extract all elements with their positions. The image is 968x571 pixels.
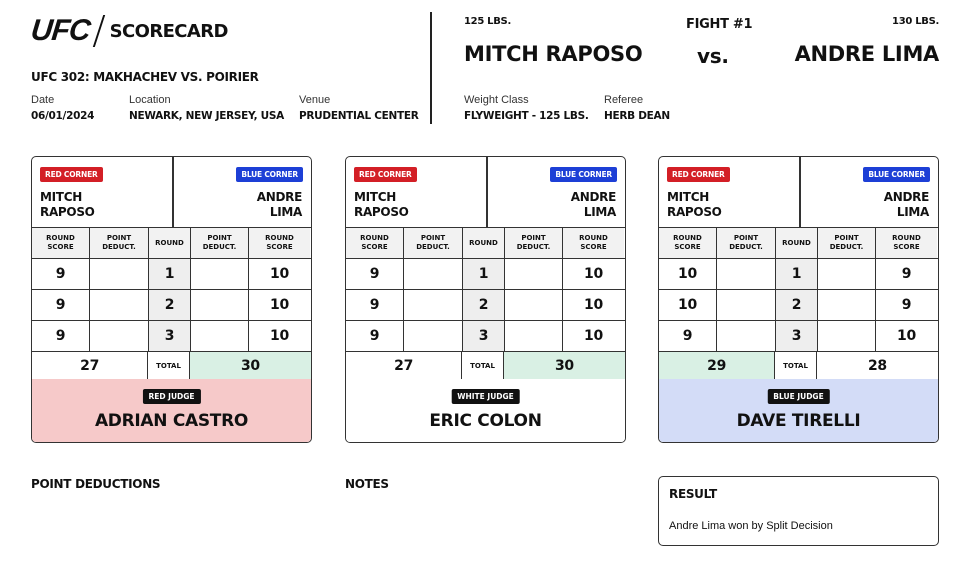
point-deductions-heading: POINT DEDUCTIONS (31, 477, 161, 491)
blue-round-score: 10 (584, 297, 603, 313)
blue-point-deduction (818, 321, 876, 351)
blue-round-score: 9 (901, 266, 912, 282)
judge-area (346, 379, 625, 443)
red-total-score: 29 (659, 352, 775, 380)
location-label: Location (129, 94, 171, 106)
blue-fighter-weight: 130 LBS. (892, 16, 939, 27)
blue-first-name: ANDRE (256, 190, 302, 204)
blue-point-deduction (505, 290, 563, 320)
round-row (659, 259, 938, 290)
red-corner-badge: RED CORNER (40, 167, 103, 182)
referee-label: Referee (604, 94, 644, 106)
date-value: 06/01/2024 (31, 110, 95, 122)
event-name: UFC 302: MAKHACHEV VS. POIRIER (31, 70, 259, 84)
red-corner-badge: RED CORNER (354, 167, 417, 182)
header-round-score-blue: ROUND SCORE (876, 228, 937, 258)
header-point-deduct-blue: POINT DEDUCT. (191, 228, 249, 258)
blue-fighter-name: ANDRE LIMA (794, 42, 939, 66)
header-point-deduct-red: POINT DEDUCT. (90, 228, 149, 258)
judge-name: DAVE TIRELLI (736, 411, 861, 431)
total-label: TOTAL (148, 352, 190, 380)
blue-round-score: 9 (901, 297, 912, 313)
red-round-score: 9 (32, 259, 90, 289)
red-point-deduction (90, 290, 149, 320)
red-round-score: 10 (659, 259, 717, 289)
red-point-deduction (404, 290, 463, 320)
blue-round-score: 10 (584, 266, 603, 282)
red-last-name: RAPOSO (667, 205, 722, 219)
blue-last-name: LIMA (269, 205, 302, 219)
judge-scorecard-white (345, 156, 626, 443)
header-point-deduct-blue: POINT DEDUCT. (818, 228, 876, 258)
red-first-name: MITCH (354, 190, 396, 204)
red-point-deduction (717, 259, 776, 289)
blue-first-name: ANDRE (883, 190, 929, 204)
red-point-deduction (717, 321, 776, 351)
logo-divider (92, 15, 104, 47)
blue-point-deduction (191, 321, 249, 351)
round-row (32, 259, 311, 290)
round-row (346, 321, 625, 352)
blue-corner-badge: BLUE CORNER (550, 167, 617, 182)
blue-total-score: 28 (867, 358, 887, 374)
judge-badge: RED JUDGE (142, 389, 200, 404)
blue-round-score: 10 (270, 266, 289, 282)
judge-area (659, 379, 938, 443)
score-grid (346, 228, 625, 381)
red-corner-fighter (354, 190, 409, 220)
blue-point-deduction (191, 259, 249, 289)
red-total-score: 27 (32, 352, 148, 380)
judge-badge: BLUE JUDGE (767, 389, 829, 404)
blue-last-name: LIMA (896, 205, 929, 219)
header-round: ROUND (776, 228, 818, 258)
round-number: 1 (463, 259, 505, 289)
result-box (658, 476, 939, 546)
header-round-score-red: ROUND SCORE (659, 228, 717, 258)
round-row (32, 290, 311, 321)
score-grid-header (659, 228, 938, 259)
blue-last-name: LIMA (583, 205, 616, 219)
header-round: ROUND (149, 228, 191, 258)
round-number: 1 (149, 259, 191, 289)
red-first-name: MITCH (40, 190, 82, 204)
round-number: 2 (463, 290, 505, 320)
red-first-name: MITCH (667, 190, 709, 204)
header-round: ROUND (463, 228, 505, 258)
red-point-deduction (90, 259, 149, 289)
header-divider (430, 12, 432, 124)
blue-corner-fighter (571, 190, 616, 220)
red-point-deduction (404, 259, 463, 289)
header-round-score-blue: ROUND SCORE (249, 228, 310, 258)
weight-class-value: FLYWEIGHT - 125 LBS. (464, 110, 589, 122)
red-fighter-weight: 125 LBS. (464, 16, 511, 27)
judge-scorecard-blue (658, 156, 939, 443)
round-row (346, 290, 625, 321)
judge-badge: WHITE JUDGE (451, 389, 520, 404)
round-row (32, 321, 311, 352)
blue-corner-fighter (884, 190, 929, 220)
corner-header (32, 157, 311, 228)
blue-point-deduction (505, 259, 563, 289)
red-corner-badge: RED CORNER (667, 167, 730, 182)
red-fighter-name: MITCH RAPOSO (464, 42, 643, 66)
blue-point-deduction (505, 321, 563, 351)
blue-round-score: 10 (584, 328, 603, 344)
red-last-name: RAPOSO (354, 205, 409, 219)
red-corner-fighter (667, 190, 722, 220)
scorecard-title: SCORECARD (109, 20, 228, 42)
venue-value: PRUDENTIAL CENTER (299, 110, 419, 122)
result-text: Andre Lima won by Split Decision (669, 520, 833, 532)
venue-label: Venue (299, 94, 331, 106)
red-round-score: 9 (659, 321, 717, 351)
blue-point-deduction (818, 290, 876, 320)
red-round-score: 9 (346, 259, 404, 289)
total-row (659, 352, 938, 381)
round-number: 3 (149, 321, 191, 351)
corner-header (346, 157, 625, 228)
round-number: 3 (776, 321, 818, 351)
score-grid (659, 228, 938, 381)
score-grid-header (346, 228, 625, 259)
corner-divider (486, 157, 488, 228)
judge-scorecard-red (31, 156, 312, 443)
red-total-score: 27 (346, 352, 462, 380)
judge-name: ERIC COLON (429, 411, 542, 431)
round-row (346, 259, 625, 290)
red-corner-fighter (40, 190, 95, 220)
blue-corner-badge: BLUE CORNER (863, 167, 930, 182)
red-point-deduction (717, 290, 776, 320)
blue-corner-badge: BLUE CORNER (236, 167, 303, 182)
ufc-scorecard-logo (31, 14, 228, 48)
date-label: Date (31, 94, 55, 106)
red-point-deduction (90, 321, 149, 351)
header-round-score-red: ROUND SCORE (32, 228, 90, 258)
round-row (659, 290, 938, 321)
judge-name: ADRIAN CASTRO (94, 411, 249, 431)
score-grid (32, 228, 311, 381)
blue-total-score: 30 (190, 352, 311, 380)
weight-class-label: Weight Class (464, 94, 529, 106)
blue-total-score: 30 (504, 352, 625, 380)
blue-round-score: 10 (270, 297, 289, 313)
header-round-score-blue: ROUND SCORE (563, 228, 624, 258)
total-row (346, 352, 625, 381)
ufc-logo: UFC (29, 14, 92, 47)
blue-round-score: 10 (897, 328, 916, 344)
location-value: NEWARK, NEW JERSEY, USA (129, 110, 284, 122)
red-round-score: 9 (346, 290, 404, 320)
total-label: TOTAL (775, 352, 817, 380)
blue-point-deduction (191, 290, 249, 320)
red-round-score: 9 (32, 290, 90, 320)
blue-first-name: ANDRE (570, 190, 616, 204)
round-number: 1 (776, 259, 818, 289)
total-label: TOTAL (462, 352, 504, 380)
red-point-deduction (404, 321, 463, 351)
red-last-name: RAPOSO (40, 205, 95, 219)
round-number: 2 (776, 290, 818, 320)
header-round-score-red: ROUND SCORE (346, 228, 404, 258)
red-round-score: 9 (32, 321, 90, 351)
blue-point-deduction (818, 259, 876, 289)
blue-corner-fighter (257, 190, 302, 220)
corner-header (659, 157, 938, 228)
versus-label: vs. (697, 44, 729, 68)
corner-divider (172, 157, 174, 228)
round-number: 3 (463, 321, 505, 351)
header-point-deduct-red: POINT DEDUCT. (404, 228, 463, 258)
fight-number: FIGHT #1 (686, 17, 753, 32)
blue-round-score: 10 (270, 328, 289, 344)
red-round-score: 10 (659, 290, 717, 320)
header-point-deduct-blue: POINT DEDUCT. (505, 228, 563, 258)
notes-heading: NOTES (345, 477, 389, 491)
header-point-deduct-red: POINT DEDUCT. (717, 228, 776, 258)
corner-divider (799, 157, 801, 228)
judge-area (32, 379, 311, 443)
round-row (659, 321, 938, 352)
score-grid-header (32, 228, 311, 259)
round-number: 2 (149, 290, 191, 320)
red-round-score: 9 (346, 321, 404, 351)
total-row (32, 352, 311, 381)
result-title: RESULT (669, 487, 717, 501)
referee-value: HERB DEAN (604, 110, 670, 122)
